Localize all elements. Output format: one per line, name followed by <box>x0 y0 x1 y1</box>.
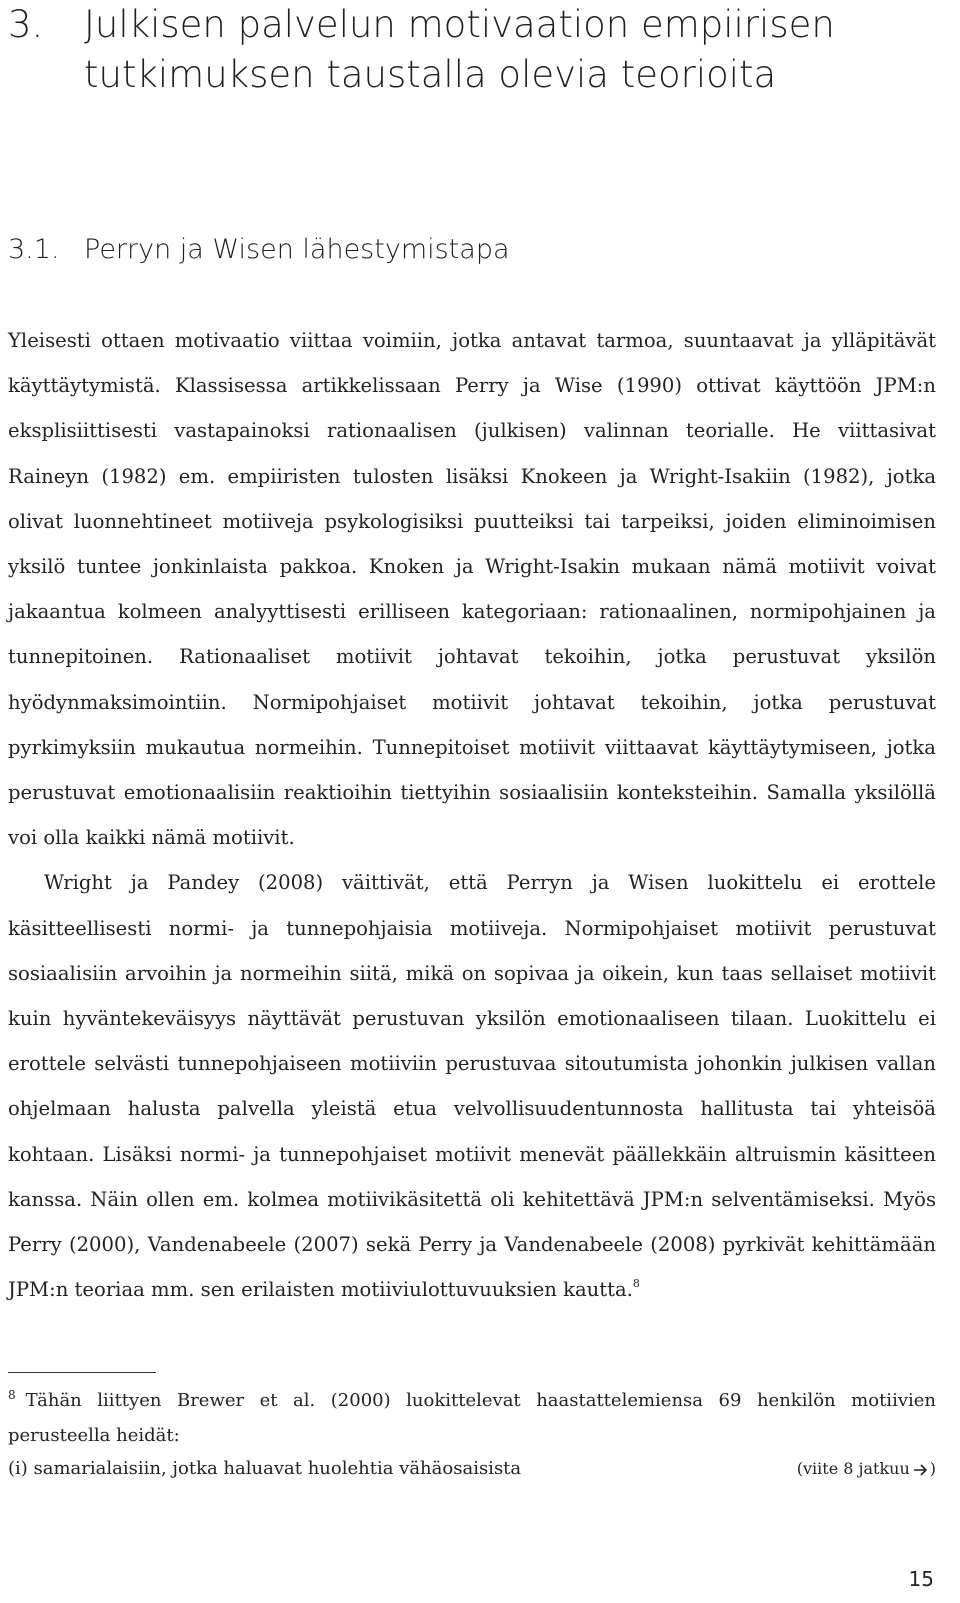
footnote-item: (i) samarialaisiin, jotka haluavat huolehtia vähäosaisista <box>8 1458 522 1479</box>
footnote <box>8 1384 936 1485</box>
footnote-continued: (viite 8 jatkuu ) <box>796 1459 936 1478</box>
body-text <box>8 318 936 1315</box>
page-number: 15 <box>908 1567 934 1591</box>
paragraph-2 <box>8 860 936 1315</box>
footnote-continued-label: (viite 8 jatkuu <box>796 1459 910 1478</box>
section-number: 3.1. <box>8 234 60 265</box>
section-title: Perryn ja Wisen lähestymistapa <box>84 234 510 265</box>
footnote-paragraph <box>8 1384 936 1452</box>
footnote-last-line <box>8 1452 936 1485</box>
footnote-text: Tähän liittyen Brewer et al. (2000) luokittelevat haastattelemiensa 69 henkilön motiivien perusteella heidät: <box>8 1390 936 1446</box>
paragraph-2-text: Wright ja Pandey (2008) väittivät, että Perryn ja Wisen luokittelu ei erottele käsitteellisesti normi- ja tunnepohjaisia motiiveja. Normipohjaiset motiivit perustuvat sosiaalisiin arvoihin ja normeihin siitä, mikä on sopivaa ja oikein, kun taas sellaiset motiivit kuin hyväntekeväisyys näyttävät perustuvan yksilön emotionaaliseen tilaan. Luokittelu ei erottele selvästi tunnepohjaiseen motiiviin perustuvaa sitoutumista johonkin julkisen vallan ohjelmaan halusta palvella yleistä etua velvollisuudentunnosta hallitusta tai yhteisöä kohtaan. Lisäksi normi- ja tunnepohjaiset motiivit menevät päällekkäin altruismin käsitteen kanssa. Näin ollen em. kolmea motiivikäsitettä oli kehitettävä JPM:n selventämiseksi. Myös Perry (2000), Vandenabeele (2007) sekä Perry ja Vandenabeele (2008) pyrkivät kehittämään JPM:n teoriaa mm. sen erilaisten motiiviulottuvuuksien kautta. <box>8 871 936 1302</box>
footnote-divider <box>8 1372 156 1373</box>
footnote-number: 8 <box>8 1388 16 1402</box>
footnote-reference[interactable]: 8 <box>632 1277 640 1291</box>
chapter-number: 3. <box>8 3 44 46</box>
chapter-title: Julkisen palvelun motivaation empiirisen tutkimuksen taustalla olevia teorioita <box>84 3 835 96</box>
paragraph-1: Yleisesti ottaen motivaatio viittaa voimiin, jotka antavat tarmoa, suuntaavat ja ylläpitävät käyttäytymistä. Klassisessa artikkelissaan Perry ja Wise (1990) ottivat käyttöön JPM:n eksplisiittisesti vastapainoksi rationaalisen (julkisen) valinnan teorialle. He viittasivat Raineyn (1982) em. empiiristen tulosten lisäksi Knokeen ja Wright-Isakiin (1982), jotka olivat luonnehtineet motiiveja psykologisiksi puutteiksi tai tarpeiksi, joiden eliminoimisen yksilö tuntee jonkinlaista pakkoa. Knoken ja Wright-Isakin mukaan nämä motiivit voivat jakaantua kolmeen analyyttisesti erilliseen kategoriaan: rationaalinen, normipohjainen ja tunnepitoinen. Rationaaliset motiivit johtavat tekoihin, jotka perustuvat yksilön hyödynmaksimointiin. Normipohjaiset motiivit johtavat tekoihin, jotka perustuvat pyrkimyksiin mukautua normeihin. Tunnepitoiset motiivit viittaavat käyttäytymiseen, jotka perustuvat emotionaalisiin reaktioihin tiettyihin sosiaalisiin konteksteihin. Samalla yksilöllä voi olla kaikki nämä motiivit. <box>8 329 936 850</box>
arrow-right-icon <box>912 1463 930 1477</box>
